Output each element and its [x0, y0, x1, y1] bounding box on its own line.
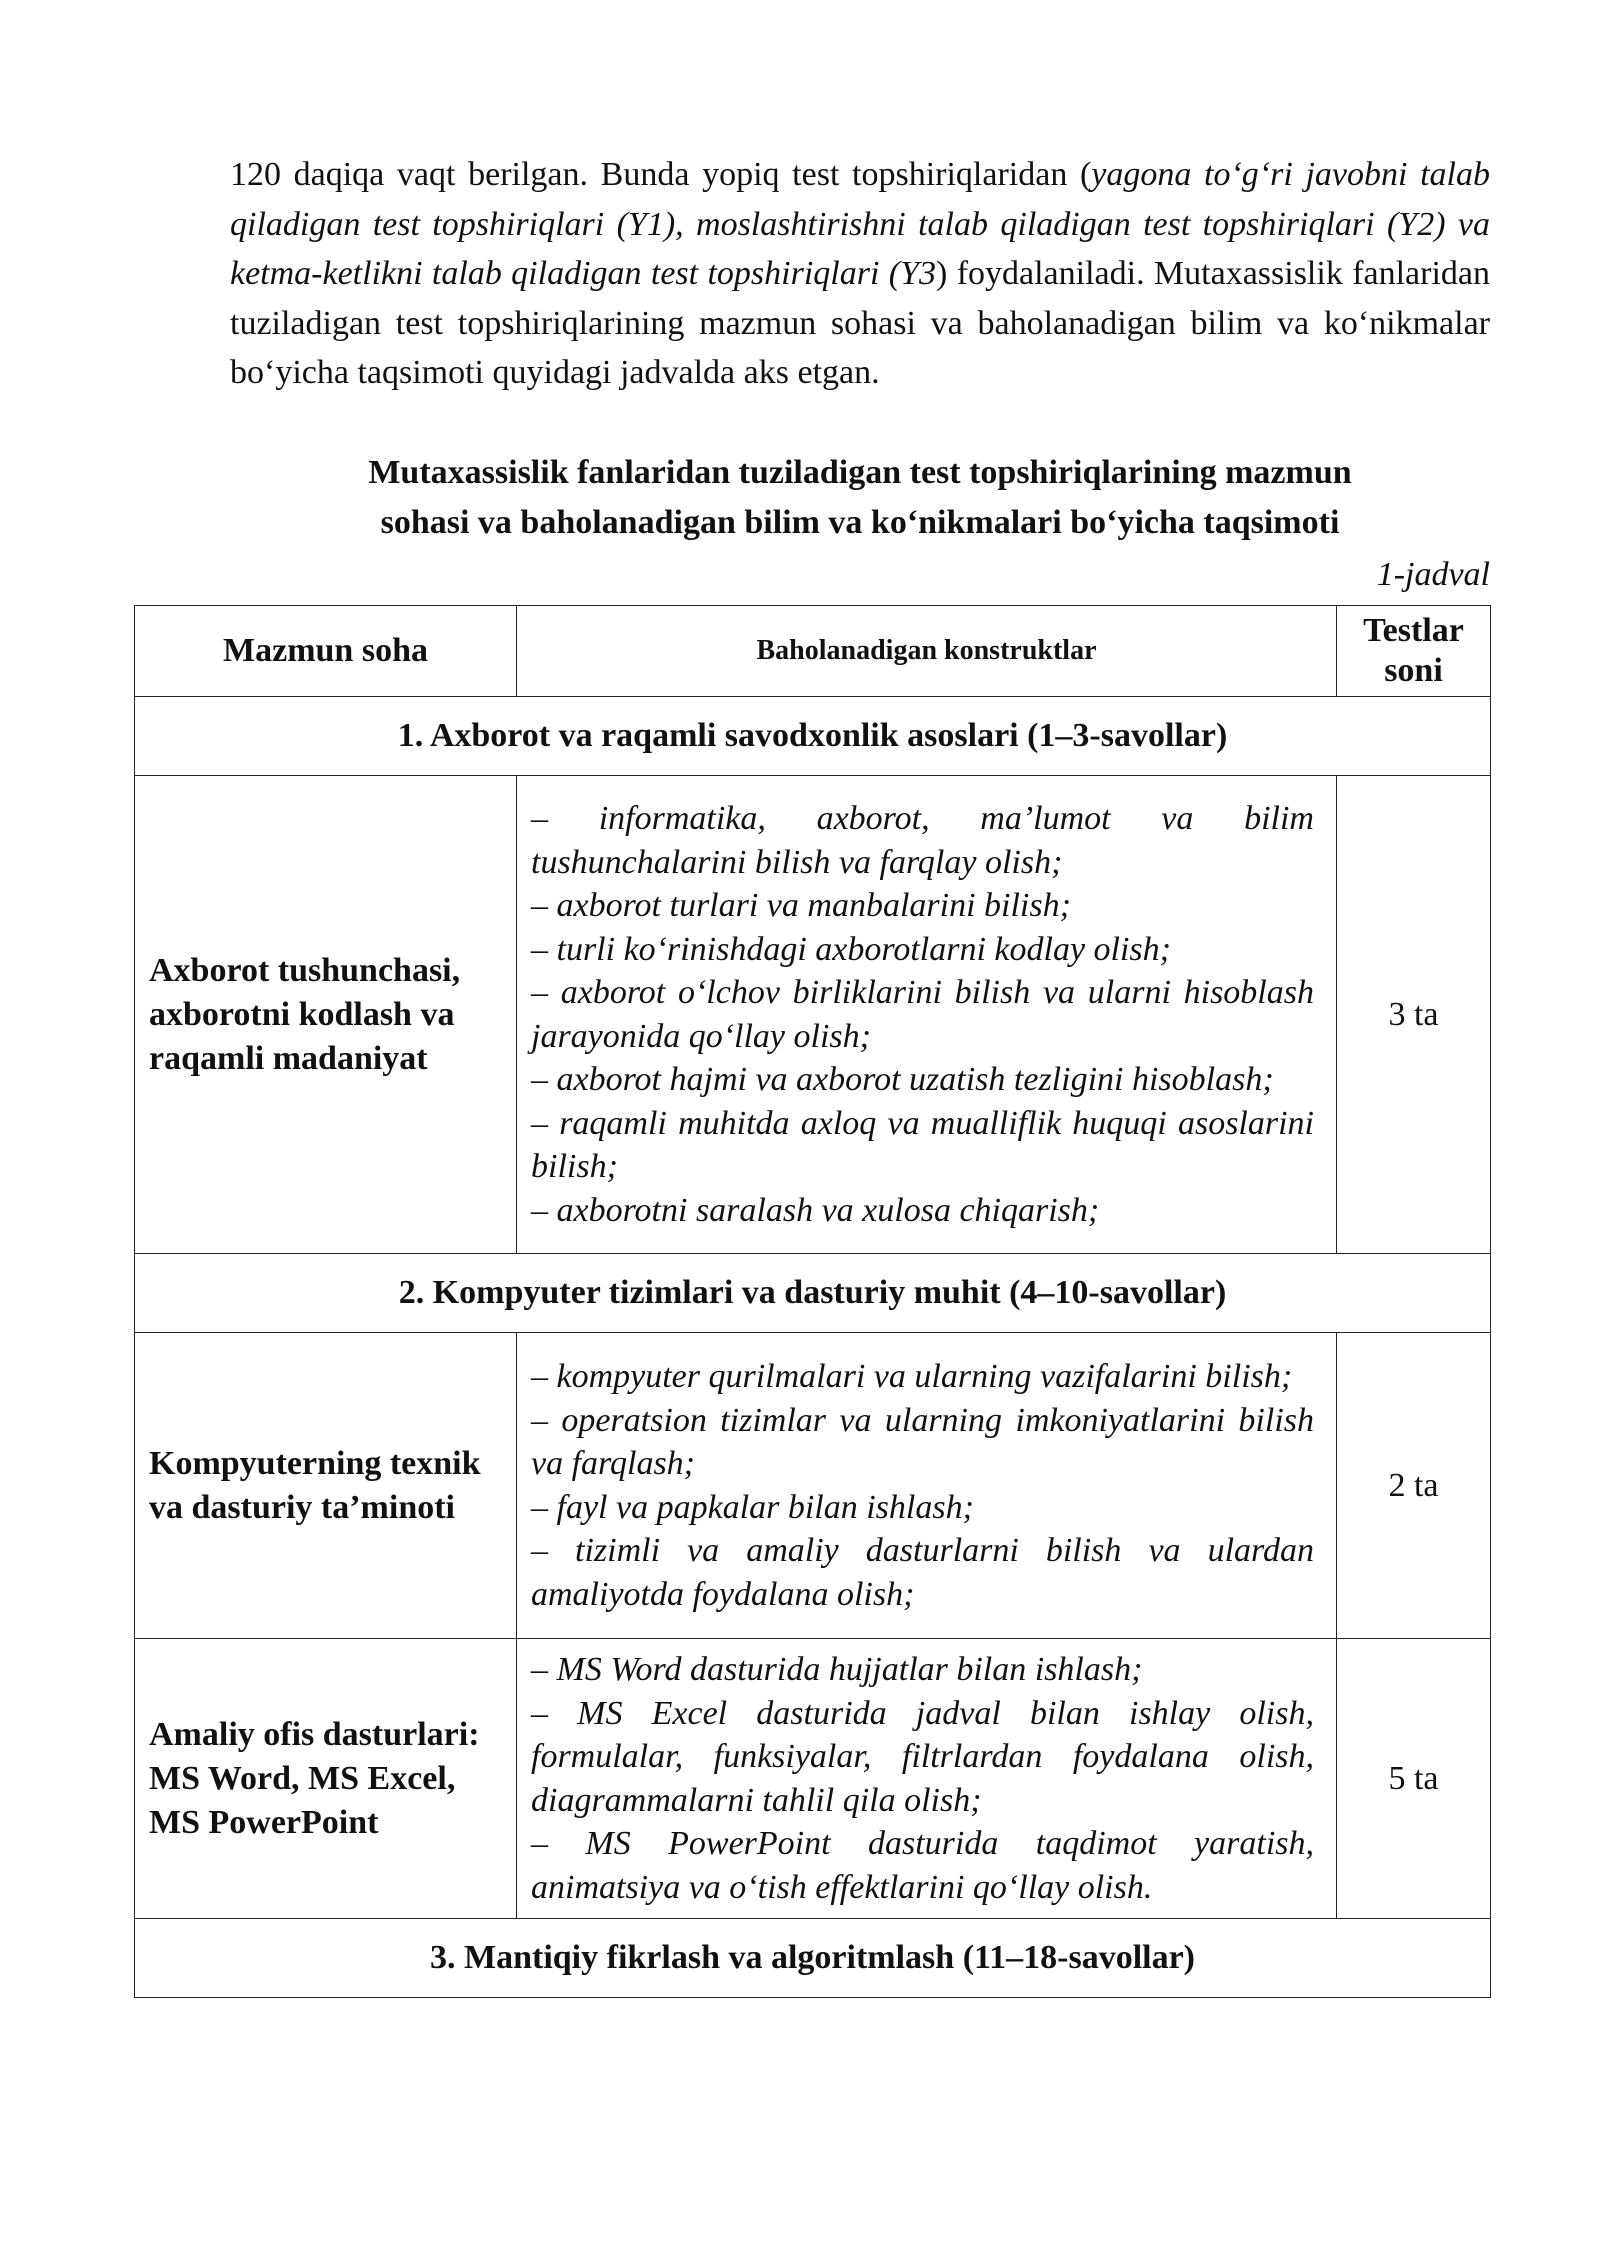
table-number: 1-jadval [1376, 556, 1490, 593]
construct-item: – fayl va papkalar bilan ishlash; [531, 1488, 974, 1526]
header-count [1337, 606, 1491, 697]
construct-item: – axborot turlari va manbalarini bilish; [531, 887, 1071, 924]
construct-item: – turli ko‘rinishdagi axborotlarni kodlay olish; [531, 930, 1171, 968]
distribution-table [134, 605, 1491, 1998]
intro-text-end: ) foydalaniladi. Mutaxassislik fanlaridan tuziladigan test topshiriqlarining mazmun sohasi va baholanadigan bilim va ko‘nikmalar bo‘yicha taqsimoti quyidagi jadvalda aks etgan. [230, 255, 1490, 391]
constructs-cell [517, 1333, 1337, 1639]
count-cell: 3 ta [1337, 776, 1491, 1254]
section-row [135, 1254, 1491, 1333]
table-row [135, 1639, 1491, 1919]
construct-item: – tizimli va amaliy dasturlarni bilish va ulardan amaliyotda foydalana olish; [531, 1532, 1314, 1613]
construct-item: – kompyuter qurilmalari va ularning vazifalarini bilish; [531, 1358, 1293, 1395]
section-row [135, 1919, 1491, 1998]
section-title: 2. Kompyuter tizimlari va dasturiy muhit (4–10-savollar) [135, 1254, 1491, 1333]
area-cell: Amaliy ofis dasturlari: MS Word, MS Excel, MS PowerPoint [135, 1639, 517, 1919]
section-title: 1. Axborot va raqamli savodxonlik asoslari (1–3-savollar) [135, 697, 1491, 776]
construct-item: – MS Word dasturida hujjatlar bilan ishlash; [531, 1651, 1143, 1688]
header-constructs: Baholanadigan konstruktlar [517, 606, 1337, 697]
header-count-line-1: Testlar [1363, 612, 1464, 649]
construct-item: – informatika, axborot, ma’lumot va bilim tushunchalarini bilish va farqlay olish; [531, 800, 1314, 881]
header-area: Mazmun soha [135, 606, 517, 697]
intro-paragraph [230, 150, 1490, 398]
intro-text-start: 120 daqiqa vaqt berilgan. Bunda yopiq test topshiriqlaridan ( [230, 156, 1092, 193]
construct-item: – operatsion tizimlar va ularning imkoniyatlarini bilish va farqlash; [531, 1401, 1314, 1482]
table-title-line-2: sohasi va baholanadigan bilim va ko‘nikmalari bo‘yicha taqsimoti [380, 504, 1340, 541]
construct-item: – axborot o‘lchov birliklarini bilish va ularni hisoblash jarayonida qo‘llay olish; [531, 974, 1314, 1055]
count-cell: 2 ta [1337, 1333, 1491, 1639]
table-row [135, 776, 1491, 1254]
intro-text-italic: yagona to‘g‘ri javobni talab qiladigan test topshiriqlari (Y1), moslashtirishni talab qiladigan test topshiriqlari (Y2) va ketma-ketlikni talab qiladigan test topshiriqlari (Y3 [230, 156, 1490, 292]
construct-item: – axborot hajmi va axborot uzatish tezligini hisoblash; [531, 1061, 1274, 1098]
constructs-cell [517, 1639, 1337, 1919]
table-title-line-1: Mutaxassislik fanlaridan tuziladigan test topshiriqlarining mazmun [368, 454, 1352, 491]
table-row [135, 1333, 1491, 1639]
count-cell: 5 ta [1337, 1639, 1491, 1919]
constructs-cell [517, 776, 1337, 1254]
construct-item: – raqamli muhitda axloq va mualliflik huquqi asoslarini bilish; [531, 1104, 1314, 1185]
construct-item: – axborotni saralash va xulosa chiqarish; [531, 1191, 1100, 1229]
construct-item: – MS PowerPoint dasturida taqdimot yaratish, animatsiya va o‘tish effektlarini qo‘llay olish. [531, 1825, 1314, 1906]
area-cell: Axborot tushunchasi, axborotni kodlash va raqamli madaniyat [135, 776, 517, 1254]
section-title: 3. Mantiqiy fikrlash va algoritmlash (11–18-savollar) [135, 1919, 1491, 1998]
table-title [230, 448, 1490, 548]
header-count-line-2: soni [1384, 652, 1443, 689]
construct-item: – MS Excel dasturida jadval bilan ishlay olish, formulalar, funksiyalar, filtrlardan foydalana olish, diagrammalarni tahlil qila olish; [531, 1694, 1314, 1819]
area-cell: Kompyuterning texnik va dasturiy ta’minoti [135, 1333, 517, 1639]
table-header-row [135, 606, 1491, 697]
section-row [135, 697, 1491, 776]
